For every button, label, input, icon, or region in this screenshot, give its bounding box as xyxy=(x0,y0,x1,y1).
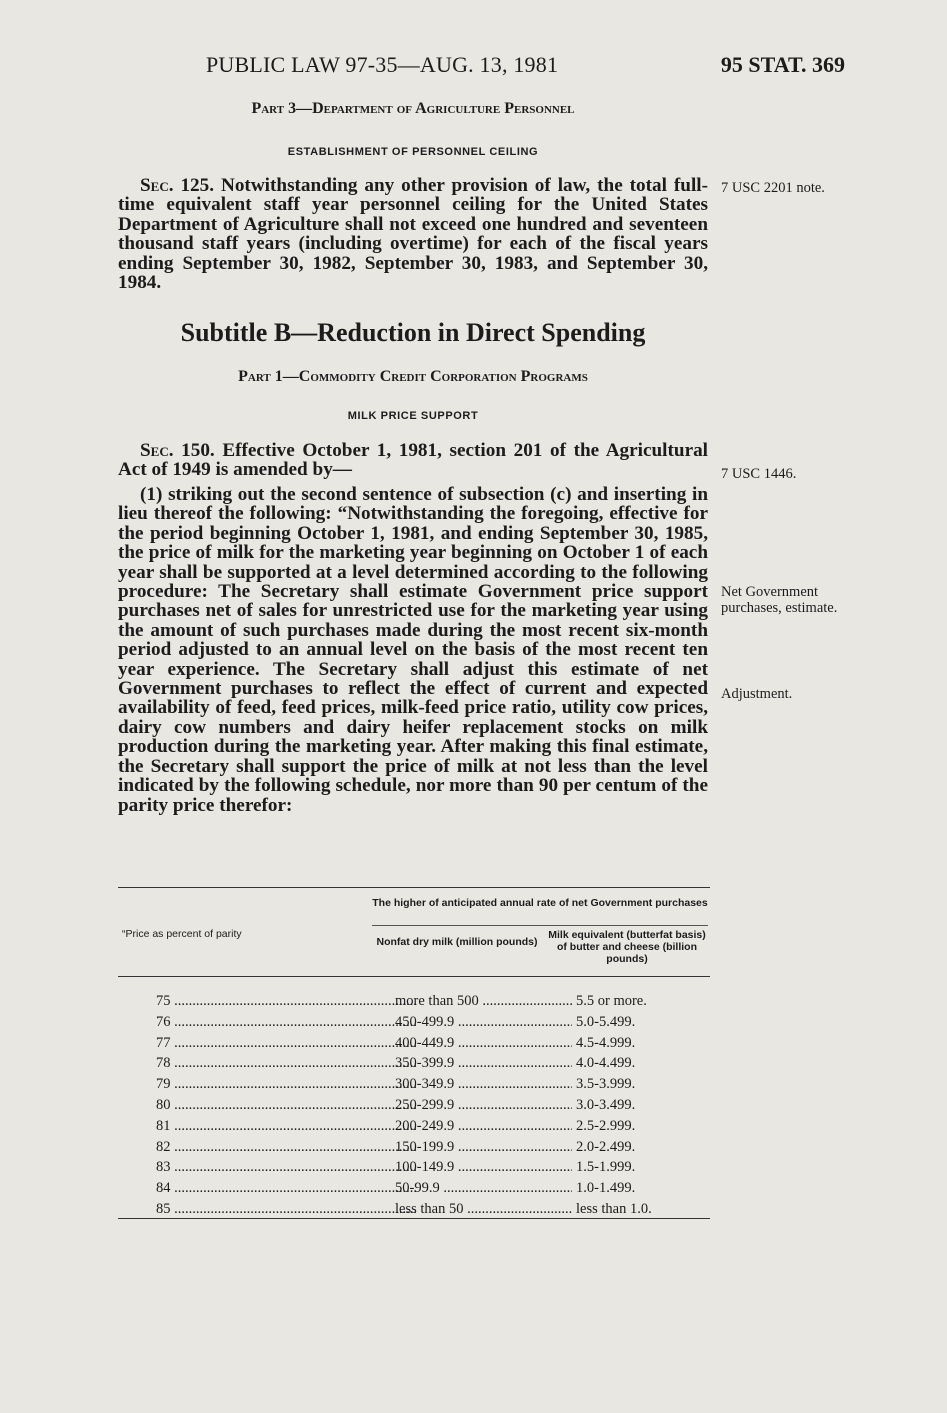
section-125-text: Notwithstanding any other provision of law, the total full-time equivalent staff year personnel ceiling for the United States Department of Agriculture shall not exceed one hundred and seventeen thousand staff years (including overtime) for each of the fiscal years ending September 30, 1982, September 30, 1983, and September 30, 1984. xyxy=(118,175,709,294)
table-cell-price-percent: 83 ..... xyxy=(156,1159,418,1176)
table-row xyxy=(118,1055,708,1075)
table-cell-price-percent: 80 ..... xyxy=(156,1097,418,1114)
margin-note-7-usc-2201: 7 USC 2201 note. xyxy=(721,180,825,196)
table-cell-nonfat-dry-milk: less than 50 ..... xyxy=(395,1201,572,1218)
table-col-nonfat-dry-milk: Nonfat dry milk (million pounds) xyxy=(376,936,538,948)
table-header-rule xyxy=(118,976,710,977)
table-row xyxy=(118,1180,708,1200)
table-cell-nonfat-dry-milk: 300-349.9 ..... xyxy=(395,1076,572,1093)
section-150-clause-1: (1) striking out the second sentence of subsection (c) and inserting in lieu thereof the following: “Notwithstanding the foregoing, effective for the period beginning October 1, 1981, and ending September 30, 1985, the price of milk for the marketing year beginning on October 1 of each year shall be supported at a level determined according to the following procedure: The Secretary shall estimate Government price support purchases net of sales for unrestricted use for the marketing year using the amount of such purchases made during the most recent six-month period adjusted to an annual level on the basis of the most recent ten year experience. The Secretary shall adjust this estimate of net Government purchases to reflect the effect of current and expected availability of feed, feed prices, milk-feed price ratio, utility cow prices, dairy cow numbers and dairy heifer replacement stocks on milk production during the marketing year. After making this final estimate, the Secretary shall support the price of milk at not less than the level indicated by the following schedule, nor more than 90 per centum of the parity price therefor: xyxy=(118,484,708,816)
section-150-intro-text: Effective October 1, 1981, section 201 of the Agricultural Act of 1949 is amended by— xyxy=(118,440,709,481)
part-3-heading: Part 3—Department of Agriculture Personnel xyxy=(251,100,575,117)
subtitle-b-heading: Subtitle B—Reduction in Direct Spending xyxy=(180,318,646,347)
table-cell-nonfat-dry-milk: 200-249.9 ..... xyxy=(395,1118,572,1135)
table-cell-nonfat-dry-milk: more than 500 ..... xyxy=(395,993,572,1010)
table-bottom-rule xyxy=(118,1218,710,1219)
table-row xyxy=(118,1118,708,1138)
section-150-label: Sec. 150. xyxy=(140,440,215,461)
table-cell-nonfat-dry-milk: 350-399.9 ..... xyxy=(395,1055,572,1072)
table-cell-milk-equivalent: 4.0-4.499. xyxy=(576,1055,636,1072)
table-col-price-percent: “Price as percent of parity xyxy=(122,928,242,940)
table-cell-milk-equivalent: 3.5-3.999. xyxy=(576,1076,636,1093)
table-cell-price-percent: 75 ..... xyxy=(156,993,418,1010)
part-3-subheading: ESTABLISHMENT OF PERSONNEL CEILING xyxy=(287,146,539,158)
margin-note-net-government-purchases: Net Government purchases, estimate. xyxy=(721,584,838,616)
table-cell-milk-equivalent: 4.5-4.999. xyxy=(576,1034,636,1051)
table-cell-nonfat-dry-milk: 450-499.9 ..... xyxy=(395,1014,572,1031)
table-cell-price-percent: 76 ..... xyxy=(156,1014,418,1031)
table-cell-nonfat-dry-milk: 400-449.9 ..... xyxy=(395,1035,572,1052)
table-cell-milk-equivalent: 5.0-5.499. xyxy=(576,1013,636,1030)
table-cell-price-percent: 84 ..... xyxy=(156,1180,418,1197)
table-row xyxy=(118,1097,708,1117)
table-cell-milk-equivalent: 1.0-1.499. xyxy=(576,1180,636,1197)
table-cell-price-percent: 77 ..... xyxy=(156,1035,418,1052)
section-125-label: Sec. 125. xyxy=(140,175,215,196)
table-cell-price-percent: 85 ..... xyxy=(156,1201,418,1218)
section-150-intro xyxy=(118,441,708,480)
table-row xyxy=(118,1035,708,1055)
margin-note-adjustment: Adjustment. xyxy=(721,686,793,702)
table-cell-milk-equivalent: 2.0-2.499. xyxy=(576,1138,636,1155)
table-cell-milk-equivalent: 3.0-3.499. xyxy=(576,1097,636,1113)
section-125 xyxy=(118,176,708,292)
table-cell-milk-equivalent: less than 1.0. xyxy=(576,1201,652,1217)
part-1-heading: Part 1—Commodity Credit Corporation Programs xyxy=(238,368,588,385)
table-cell-price-percent: 79 ..... xyxy=(156,1076,418,1093)
table-row xyxy=(118,1159,708,1179)
table-row xyxy=(118,1139,708,1159)
table-row xyxy=(118,993,708,1013)
table-cell-milk-equivalent: 2.5-2.999. xyxy=(576,1117,636,1134)
table-cell-nonfat-dry-milk: 250-299.9 ..... xyxy=(395,1097,572,1114)
table-cell-price-percent: 78 ..... xyxy=(156,1055,418,1072)
table-cell-nonfat-dry-milk: 150-199.9 ..... xyxy=(395,1139,572,1156)
table-top-rule xyxy=(118,887,710,888)
table-cell-milk-equivalent: 5.5 or more. xyxy=(576,993,647,1009)
table-cell-nonfat-dry-milk: 100-149.9 ..... xyxy=(395,1159,572,1176)
part-1-subheading: MILK PRICE SUPPORT xyxy=(347,410,479,422)
table-col-milk-equivalent: Milk equivalent (butterfat basis) of butter and cheese (billion pounds) xyxy=(548,929,706,965)
table-cell-price-percent: 82 ..... xyxy=(156,1139,418,1156)
table-row xyxy=(118,1076,708,1096)
table-cell-milk-equivalent: 1.5-1.999. xyxy=(576,1159,636,1176)
table-group-rule xyxy=(372,925,708,926)
statute-page-number: 95 STAT. 369 xyxy=(720,52,845,77)
table-row xyxy=(118,1014,708,1034)
table-cell-price-percent: 81 ..... xyxy=(156,1118,418,1135)
running-header-title: PUBLIC LAW 97-35—AUG. 13, 1981 xyxy=(206,52,559,77)
table-cell-nonfat-dry-milk: 50-99.9 ..... xyxy=(395,1180,572,1197)
margin-note-7-usc-1446: 7 USC 1446. xyxy=(721,466,797,482)
table-group-header: The higher of anticipated annual rate of net Government purchases xyxy=(372,897,708,909)
